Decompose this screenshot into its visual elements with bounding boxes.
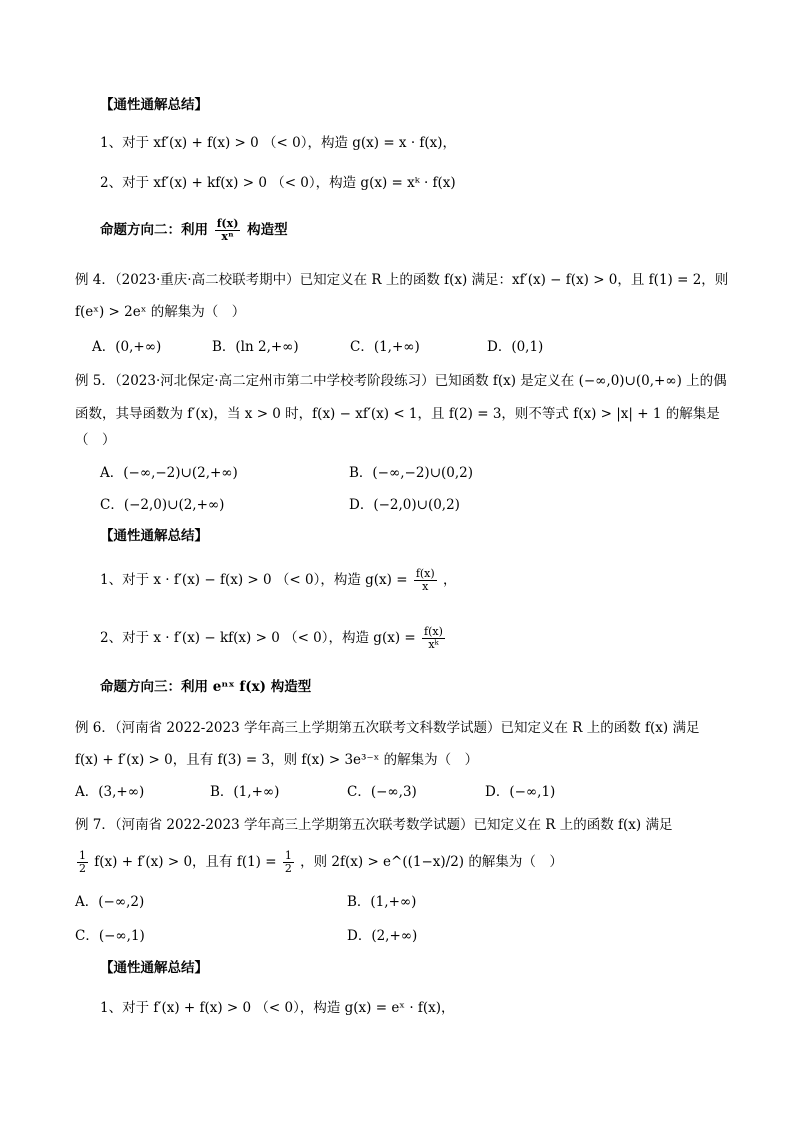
fraction-denominator: xᵏ [428,638,439,651]
condition-text: f(x) + f′(x) > 0，且有 f(1) = [94,854,277,870]
example-5-option-b: B．(−∞,−2)∪(0,2) [349,465,474,481]
rule-text: 2、对于 x · f′(x) − kf(x) > 0 （< 0），构造 g(x) = [100,630,416,646]
summary-title-2: 【通性通解总结】 [100,528,208,544]
fraction-numerator: f(x) [415,567,435,580]
example-6-option-b: B．(1,+∞) [210,784,280,800]
summary-rule-2: 2、对于 xf′(x) + kf(x) > 0 （< 0），构造 g(x) = xᵏ · f(x) [100,175,456,191]
example-7-option-b: B．(1,+∞) [347,894,417,910]
example-4-option-b: B．(ln 2,+∞) [212,339,299,355]
summary-title-1: 【通性通解总结】 [100,97,208,113]
example-6-option-d: D．(−∞,1) [485,784,556,800]
example-4-line-2: f(eˣ) > 2eˣ 的解集为（ ） [75,304,246,320]
example-7-option-c: C．(−∞,1) [75,928,145,944]
fraction-numerator: f(x) [216,217,239,230]
example-5-line-1: 例 5．（2023·河北保定·高二定州市第二中学校考阶段练习）已知函数 f(x) 是定义在 (−∞,0)∪(0,+∞) 上的偶 [75,373,727,389]
fraction-numerator: 1 [79,849,86,862]
example-4-option-c: C．(1,+∞) [350,339,420,355]
rule-fraction [422,626,445,651]
rule-text: 1、对于 x · f′(x) − f(x) > 0 （< 0），构造 g(x) = [100,572,408,588]
fraction-denominator: xⁿ [221,230,234,243]
example-4-option-a: A．(0,+∞) [92,339,162,355]
example-5-option-c: C．(−2,0)∪(2,+∞) [100,497,225,513]
summary-title-3: 【通性通解总结】 [100,960,208,976]
question-text: ，则 2f(x) > e^((1−x)/2) 的解集为（ ） [300,854,563,870]
example-5-line-2: 函数，其导函数为 f′(x)，当 x > 0 时，f(x) − xf′(x) < 1，且 f(2) = 3，则不等式 f(x) > |x| + 1 的解集是 [75,406,720,422]
direction-2-heading [100,218,288,243]
summary-rule-1: 1、对于 xf′(x) + f(x) > 0 （< 0），构造 g(x) = x · f(x)， [100,135,457,151]
example-6-line-2: f(x) + f′(x) > 0，且有 f(3) = 3，则 f(x) > 3e³⁻ˣ 的解集为（ ） [75,752,479,768]
example-7-line-1: 例 7．（河南省 2022-2023 学年高三上学期第五次联考数学试题）已知定义在 R 上的函数 f(x) 满足 [75,817,673,833]
example-6-option-c: C．(−∞,3) [347,784,417,800]
fraction-numerator: 1 [284,849,292,862]
example-6-line-1: 例 6．（河南省 2022-2023 学年高三上学期第五次联考文科数学试题）已知定义在 R 上的函数 f(x) 满足 [75,720,700,736]
example-5-option-a: A．(−∞,−2)∪(2,+∞) [100,465,238,481]
rule-punct: ， [442,572,457,588]
example-7-option-d: D．(2,+∞) [347,928,418,944]
summary-2-rule-1 [100,568,456,593]
half-fraction [77,850,88,875]
example-7-option-a: A．(−∞,2) [75,894,145,910]
summary-2-rule-2 [100,626,447,651]
example-5-line-3: （ ） [75,432,116,448]
example-7-line-2 [75,850,563,875]
rule-fraction [414,568,437,593]
summary-3-rule-1: 1、对于 f′(x) + f(x) > 0 （< 0），构造 g(x) = eˣ · f(x)， [100,1000,455,1016]
half-fraction [283,850,294,875]
direction-2-fraction [215,218,241,243]
direction-2-post: 构造型 [247,222,288,238]
fraction-numerator: f(x) [424,625,443,638]
fraction-denominator: x [422,580,429,593]
example-6-option-a: A．(3,+∞) [75,784,145,800]
fraction-denominator: 2 [79,862,86,875]
direction-2-pre: 命题方向二：利用 [100,222,208,238]
fraction-denominator: 2 [284,862,292,875]
example-4-option-d: D．(0,1) [487,339,544,355]
example-5-option-d: D．(−2,0)∪(0,2) [349,497,460,513]
direction-3-heading: 命题方向三：利用 eⁿˣ f(x) 构造型 [100,679,312,695]
example-4-line-1: 例 4．（2023·重庆·高二校联考期中）已知定义在 R 上的函数 f(x) 满足：xf′(x) − f(x) > 0，且 f(1) = 2，则 [75,272,729,288]
